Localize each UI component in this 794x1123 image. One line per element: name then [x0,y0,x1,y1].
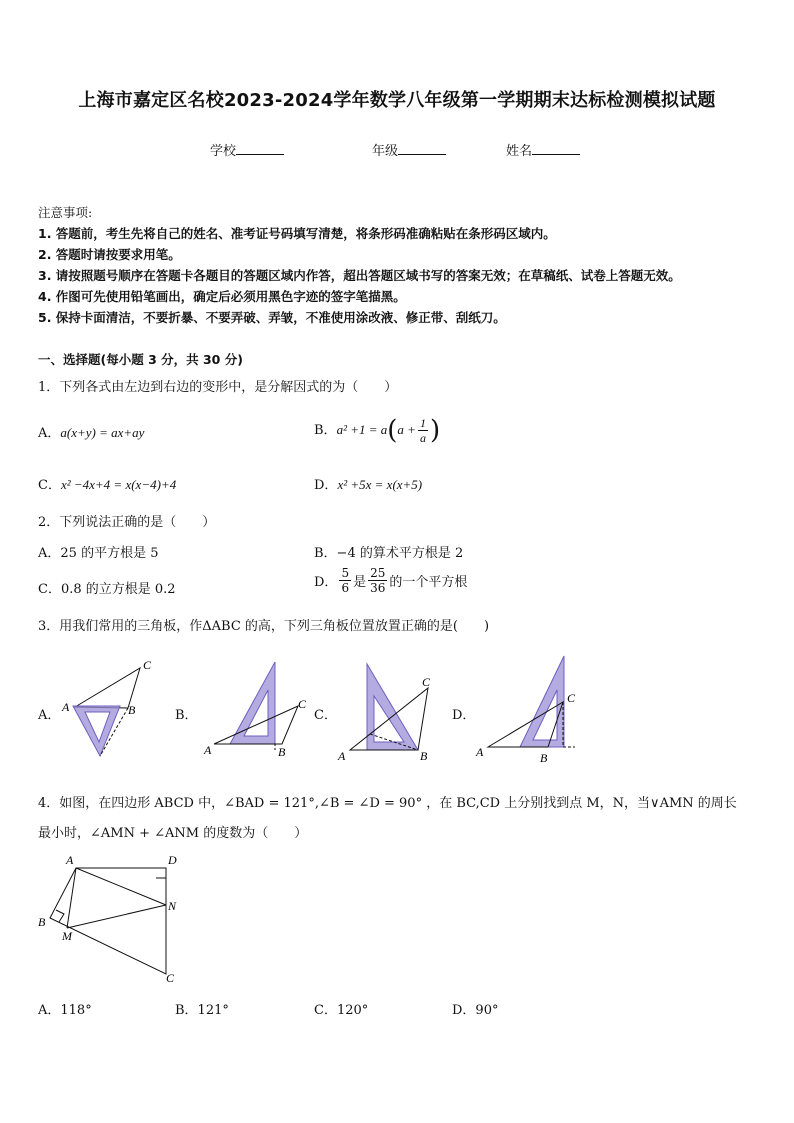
point-label: B [540,751,548,765]
note-item: 4. 作图可先使用铅笔画出，确定后必须用黑色字迹的签字笔描黑。 [38,289,406,304]
q4-figure [30,848,190,988]
q2-option-b: B．−4 的算术平方根是 2 [314,546,464,561]
note-item: 2. 答题时请按要求用笔。 [38,247,181,262]
point-label: A [204,743,212,757]
q2-stem: 2．下列说法正确的是（ ） [38,515,216,530]
option-text-a: a + [397,422,416,437]
name-field [506,140,580,159]
point-label: B [38,915,46,929]
name-blank [532,142,580,155]
q3-option-b-label: B． [175,708,198,723]
q3-figure-d [475,656,576,765]
note-item: 3. 请按照题号顺序在答题卡各题目的答题区域内作答，超出答题区域书写的答案无效；在草稿纸、试卷上答题无效。 [38,268,681,283]
paren-close: ) [429,415,441,446]
q3-figures [0,650,794,770]
point-label: M [62,929,72,943]
note-item: 1. 答题前，考生先将自己的姓名、准考证号码填写清楚，将条形码准确粘贴在条形码区域内。 [38,226,556,241]
q3-option-c-label: C． [314,708,337,723]
q4-option-a: A．118° [38,1003,92,1018]
q3-figure-b [203,662,307,759]
q1-option-b [314,410,440,451]
fraction-numerator: 1 [419,416,426,430]
point-label: C [422,675,431,689]
q4-stem-line2: 最小时，∠AMN + ∠ANM 的度数为（ ） [38,826,308,841]
option-label: A． [38,426,61,441]
point-label: B [278,745,286,759]
q3-option-a-label: A． [38,708,61,723]
point-label: B [420,749,428,763]
q1-stem: 1．下列各式由左边到右边的变形中，是分解因式的为（ ） [38,380,398,395]
point-label: D [168,853,177,867]
fraction [339,566,351,595]
q3-figure-a [61,658,152,756]
point-label: N [168,899,177,913]
q4-stem-line1: 4．如图，在四边形 ABCD 中，∠BAD = 121°,∠B = ∠D = 90° ，在 BC,CD 上分别找到点 M，N，当∨AMN 的周长 [38,796,737,811]
point-label: C [567,691,576,705]
option-label: D． [314,478,338,493]
point-label: A [66,853,74,867]
q1-option-d [314,474,422,493]
q3-option-d-label: D． [452,708,476,723]
q4-option-d: D．90° [452,1003,499,1018]
point-label: A [338,749,346,763]
school-label: 学校 [210,144,237,159]
point-label: B [128,703,136,717]
q4-option-b: B．121° [175,1003,229,1018]
name-label: 姓名 [506,144,533,159]
option-text: 是 [353,575,367,590]
fraction-denominator: 36 [370,581,386,595]
q2-option-c: C．0.8 的立方根是 0.2 [38,582,176,597]
fraction-numerator: 5 [341,566,350,580]
q1-option-c [38,474,176,493]
option-text: x² −4x+4 = x(x−4)+4 [60,477,177,492]
point-label: C [143,658,152,672]
fraction-denominator: a [419,431,426,445]
q4-option-c: C．120° [314,1003,369,1018]
fraction-numerator: 25 [370,566,386,580]
option-text: 的一个平方根 [389,575,468,590]
q3-stem: 3．用我们常用的三角板，作ΔABC 的高，下列三角板位置放置正确的是( ) [38,619,490,634]
fraction [368,566,387,595]
option-text: x² +5x = x(x+5) [337,477,423,492]
point-label: C [166,971,175,985]
q2-option-a: A．25 的平方根是 5 [38,546,159,561]
option-text: a² +1 = a [336,422,388,437]
point-label: A [476,745,484,759]
section-heading: 一、选择题(每小题 3 分，共 30 分) [38,352,243,367]
school-blank [236,142,284,155]
note-item: 5. 保持卡面清洁，不要折暴、不要弄破、弄皱，不准使用涂改液、修正带、刮纸刀。 [38,310,506,325]
point-label: A [62,700,70,714]
option-text: a(x+y) = ax+ay [60,425,145,440]
q3-figure-c [337,664,431,763]
paren-open: ( [387,415,398,446]
option-label: C． [38,478,61,493]
option-label: D． [314,575,338,590]
q2-option-d [314,566,467,595]
q1-option-a [38,422,144,441]
grade-label: 年级 [372,144,399,159]
option-label: B． [314,423,337,438]
point-label: C [298,697,307,711]
fraction-denominator: 6 [341,581,350,595]
fraction [418,416,428,445]
page-title: 上海市嘉定区名校2023-2024学年数学八年级第一学期期末达标检测模拟试题 [78,90,716,111]
notes-heading: 注意事项: [38,205,93,220]
grade-field [372,140,446,159]
grade-blank [398,142,446,155]
school-field [210,140,284,159]
